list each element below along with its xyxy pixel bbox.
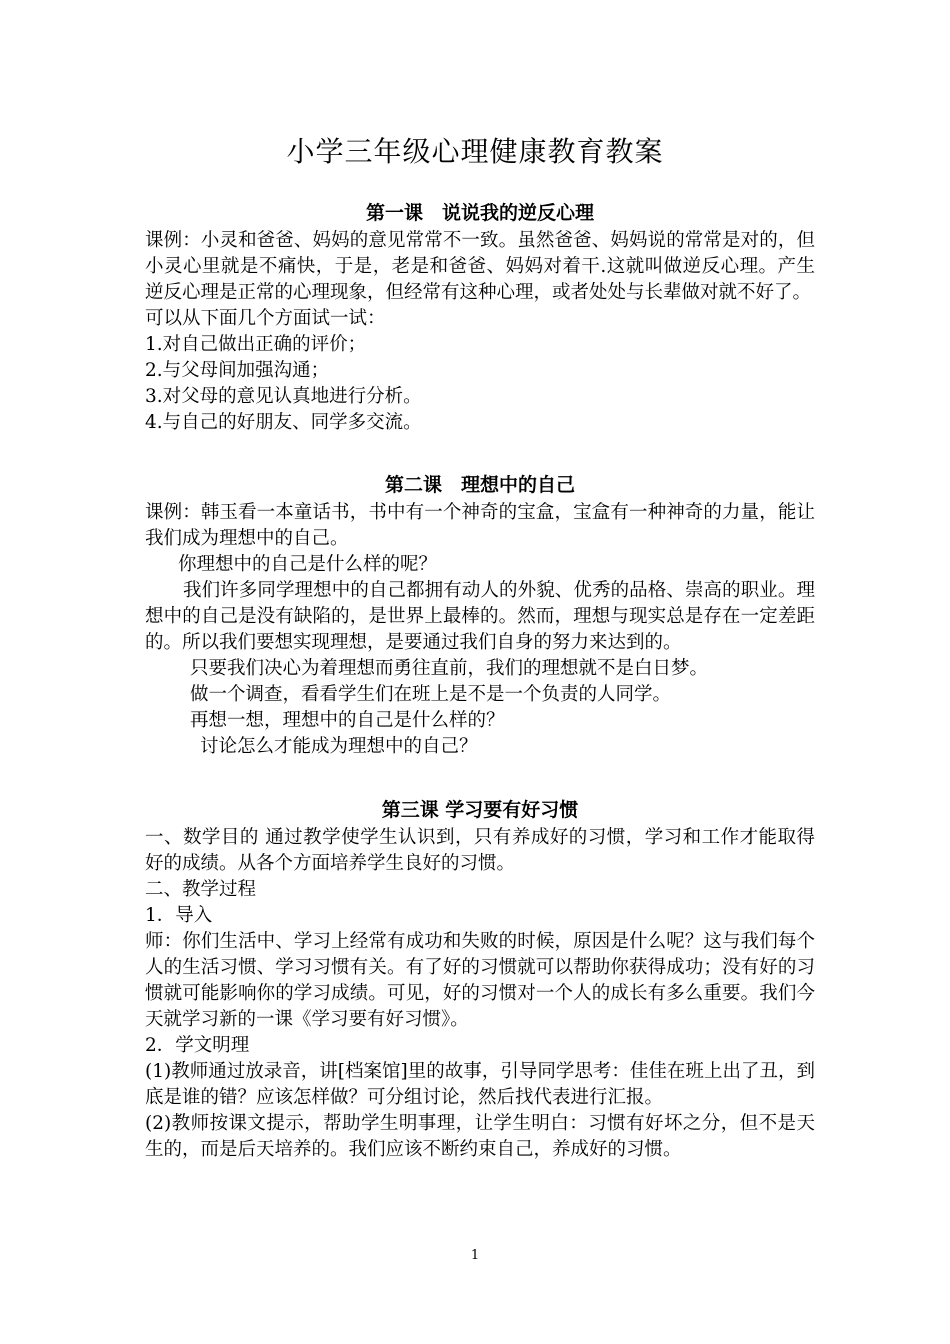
lesson-1-section xyxy=(145,200,815,436)
lesson-2-title: 第二课 理想中的自己 xyxy=(384,474,575,496)
lesson-3-body: 师：你们生活中、学习上经常有成功和失败的时候，原因是什么呢？这与我们每个人的生活习惯、学习习惯有关。有了好的习惯就可以帮助你获得成功；没有好的习惯就可能影响你的学习成绩。可见，好的习惯对一个人的成长有多么重要。我们今天就学习新的一课《学习要有好习惯》。 xyxy=(145,931,815,1030)
lesson-3-heading: 二、教学过程 xyxy=(145,879,257,900)
lesson-2-case: 课例：韩玉看一本童话书，书中有一个神奇的宝盒，宝盒有一种神奇的力量，能让我们成为理想中的自己。 xyxy=(145,502,815,549)
document-title: 小学三年级心理健康教育教案 xyxy=(286,135,664,168)
page-number: 1 xyxy=(470,1248,480,1263)
lesson-2-line: 讨论怎么才能成为理想中的自己？ xyxy=(200,736,478,757)
lesson-3-subheading: 1．导入 xyxy=(145,905,213,926)
lesson-3-subheading: 2．学文明理 xyxy=(145,1035,250,1056)
lesson-2-line: 再想一想，理想中的自己是什么样的？ xyxy=(190,710,505,731)
lesson-3-section xyxy=(145,797,815,1163)
lesson-2-question: 你理想中的自己是什么样的呢？ xyxy=(178,554,438,575)
lesson-2-body: 我们许多同学理想中的自己都拥有动人的外貌、优秀的品格、崇高的职业。理想中的自己是没有缺陷的，是世界上最棒的。然而，理想与现实总是存在一定差距的。所以我们要想实现理想，是要通过我们自身的努力来达到的。 xyxy=(145,580,815,653)
lesson-3-goal: 一、数学目的 通过教学使学生认识到，只有养成好的习惯，学习和工作才能取得好的成绩。从各个方面培养学生良好的习惯。 xyxy=(145,827,815,874)
lesson-2-line: 做一个调查，看看学生们在班上是不是一个负责的人同学。 xyxy=(190,684,672,705)
lesson-1-item: 4.与自己的好朋友、同学多交流。 xyxy=(145,412,422,433)
lesson-3-body: (2)教师按课文提示，帮助学生明事理，让学生明白：习惯有好坏之分，但不是天生的，而是后天培养的。我们应该不断约束自己，养成好的习惯。 xyxy=(145,1113,815,1160)
lesson-1-item: 1.对自己做出正确的评价； xyxy=(145,334,367,355)
lesson-1-case: 课例：小灵和爸爸、妈妈的意见常常不一致。虽然爸爸、妈妈说的常常是对的，但小灵心里就是不痛快，于是，老是和爸爸、妈妈对着干.这就叫做逆反心理。产生逆反心理是正常的心理现象，但经常有这种心理，或者处处与长辈做对就不好了。 xyxy=(145,230,815,303)
lesson-3-title: 第三课 学习要有好习惯 xyxy=(381,799,579,821)
lesson-1-intro: 可以从下面几个方面试一试： xyxy=(145,308,386,329)
lesson-1-title: 第一课 说说我的逆反心理 xyxy=(365,202,594,224)
lesson-1-item: 3.对父母的意见认真地进行分析。 xyxy=(145,386,422,407)
lesson-2-section xyxy=(145,472,815,760)
lesson-2-line: 只要我们决心为着理想而勇往直前，我们的理想就不是白日梦。 xyxy=(190,658,709,679)
lesson-3-body: (1)教师通过放录音，讲[档案馆]里的故事，引导同学思考：佳佳在班上出了丑，到底是谁的错？应该怎样做？可分组讨论，然后找代表进行汇报。 xyxy=(145,1061,815,1108)
lesson-1-item: 2.与父母间加强沟通； xyxy=(145,360,330,381)
